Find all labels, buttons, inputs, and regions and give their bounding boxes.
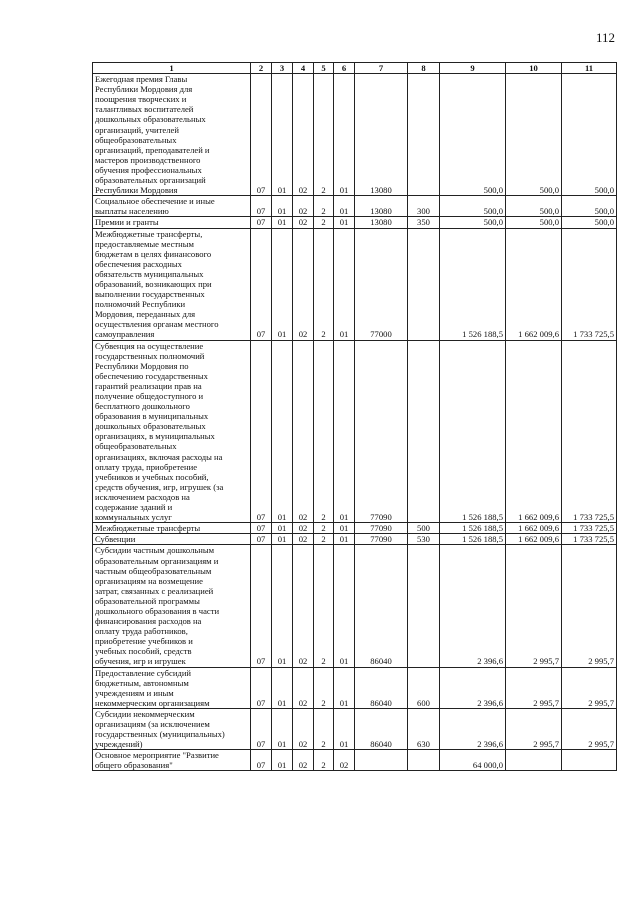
cell-amount-year-1: 1 526 188,5	[440, 534, 506, 545]
description-line: дошкольных образовательных	[95, 421, 206, 432]
cell-section: 07	[251, 750, 272, 771]
description-line: гарантий реализации прав на	[95, 380, 202, 391]
description-line: Республики Мордовия	[95, 185, 178, 196]
table-row	[93, 534, 617, 545]
cell-program: 02	[293, 545, 314, 667]
cell-expense-direction: 13080	[355, 217, 408, 228]
cell-amount-year-2: 500,0	[506, 196, 562, 217]
cell-section: 07	[251, 708, 272, 749]
cell-subsection: 01	[272, 340, 293, 523]
cell-section: 07	[251, 74, 272, 196]
table-row	[93, 228, 617, 340]
cell-program: 02	[293, 228, 314, 340]
cell-main-activity: 01	[334, 545, 355, 667]
cell-amount-year-1: 1 526 188,5	[440, 340, 506, 523]
description-line: получение общедоступного и	[95, 391, 204, 401]
cell-amount-year-2	[506, 750, 562, 771]
description-line: Субсидии частным дошкольным	[95, 545, 215, 556]
cell-program: 02	[293, 534, 314, 545]
cell-main-activity: 02	[334, 750, 355, 771]
description-line: обучения, игр и игрушек	[95, 656, 186, 667]
cell-expense-type: 600	[408, 667, 440, 708]
description-line: некоммерческим организациям	[95, 697, 210, 708]
cell-subprogram: 2	[314, 340, 334, 523]
header-col-7: 7	[355, 63, 408, 74]
row-description	[93, 228, 251, 340]
description-line: Субвенции	[95, 534, 136, 545]
cell-section: 07	[251, 667, 272, 708]
description-line: Предоставление субсидий	[95, 667, 192, 678]
description-line: Субвенция на осуществление	[95, 340, 204, 351]
cell-expense-type: 530	[408, 534, 440, 545]
cell-subprogram: 2	[314, 708, 334, 749]
cell-expense-direction: 77090	[355, 523, 408, 534]
description-line: организациям (за исключением	[95, 719, 210, 729]
cell-amount-year-2: 2 995,7	[506, 667, 562, 708]
cell-expense-direction: 86040	[355, 667, 408, 708]
cell-subsection: 01	[272, 708, 293, 749]
description-line: образовательных организаций	[95, 175, 206, 186]
cell-main-activity: 01	[334, 708, 355, 749]
description-line: Республики Мордовия по	[95, 360, 189, 371]
cell-expense-direction: 86040	[355, 545, 408, 667]
description-line: бюджетам в целях финансового	[95, 248, 212, 259]
cell-amount-year-2: 500,0	[506, 217, 562, 228]
table-row	[93, 340, 617, 523]
cell-expense-type: 630	[408, 708, 440, 749]
cell-expense-direction: 86040	[355, 708, 408, 749]
cell-expense-direction: 77090	[355, 340, 408, 523]
description-line: обучения профессиональных	[95, 164, 202, 175]
description-line: дошкольных образовательных	[95, 114, 206, 125]
cell-amount-year-3: 2 995,7	[562, 708, 617, 749]
cell-expense-type: 350	[408, 217, 440, 228]
cell-amount-year-3: 500,0	[562, 217, 617, 228]
cell-program: 02	[293, 708, 314, 749]
cell-expense-type: 300	[408, 196, 440, 217]
cell-amount-year-1: 500,0	[440, 74, 506, 196]
cell-section: 07	[251, 523, 272, 534]
description-line: самоуправления	[95, 329, 155, 340]
cell-section: 07	[251, 228, 272, 340]
table-row	[93, 74, 617, 196]
cell-program: 02	[293, 217, 314, 228]
cell-main-activity: 01	[334, 340, 355, 523]
cell-subsection: 01	[272, 523, 293, 534]
description-line: Межбюджетные трансферты,	[95, 228, 203, 239]
description-line: учреждений)	[95, 739, 143, 750]
table-row	[93, 523, 617, 534]
cell-amount-year-3: 500,0	[562, 74, 617, 196]
cell-amount-year-3: 1 733 725,5	[562, 534, 617, 545]
cell-expense-direction: 13080	[355, 74, 408, 196]
cell-subsection: 01	[272, 667, 293, 708]
row-description	[93, 217, 251, 228]
cell-main-activity: 01	[334, 667, 355, 708]
description-line: затрат, связанных с реализацией	[95, 585, 214, 596]
description-line: талантливых воспитателей	[95, 104, 194, 115]
cell-expense-type	[408, 545, 440, 667]
cell-expense-type: 500	[408, 523, 440, 534]
table-row	[93, 708, 617, 749]
cell-amount-year-1: 2 396,6	[440, 708, 506, 749]
cell-subsection: 01	[272, 196, 293, 217]
cell-subsection: 01	[272, 74, 293, 196]
header-col-1: 1	[93, 63, 251, 74]
description-line: обеспечения расходных	[95, 258, 182, 269]
cell-expense-type	[408, 228, 440, 340]
cell-section: 07	[251, 534, 272, 545]
header-col-9: 9	[440, 63, 506, 74]
description-line: государственных (муниципальных)	[95, 729, 225, 740]
cell-program: 02	[293, 523, 314, 534]
header-col-4: 4	[293, 63, 314, 74]
description-line: Мордовия, переданных для	[95, 309, 196, 320]
cell-subprogram: 2	[314, 750, 334, 771]
description-line: бюджетным, автономным	[95, 677, 189, 688]
description-line: финансирования расходов на	[95, 616, 202, 627]
cell-amount-year-1: 2 396,6	[440, 667, 506, 708]
cell-expense-direction: 77090	[355, 534, 408, 545]
header-col-10: 10	[506, 63, 562, 74]
cell-subsection: 01	[272, 228, 293, 340]
description-line: общеобразовательных	[95, 134, 177, 145]
description-line: коммунальных услуг	[95, 512, 172, 523]
cell-subsection: 01	[272, 750, 293, 771]
table-row	[93, 667, 617, 708]
row-description	[93, 667, 251, 708]
cell-program: 02	[293, 667, 314, 708]
cell-subsection: 01	[272, 545, 293, 667]
description-line: образовательным организациям и	[95, 555, 219, 566]
cell-amount-year-3: 1 733 725,5	[562, 228, 617, 340]
description-line: Республики Мордовия для	[95, 84, 193, 95]
description-line: осуществления органам местного	[95, 319, 219, 330]
cell-expense-type	[408, 74, 440, 196]
cell-subprogram: 2	[314, 545, 334, 667]
description-line: поощрения творческих и	[95, 94, 187, 105]
description-line: мастеров производственного	[95, 154, 201, 165]
header-col-2: 2	[251, 63, 272, 74]
cell-subprogram: 2	[314, 74, 334, 196]
description-line: государственных полномочий	[95, 350, 205, 361]
description-line: Межбюджетные трансферты	[95, 523, 201, 534]
description-line: выплаты населению	[95, 206, 169, 217]
description-line: общеобразовательных	[95, 441, 177, 452]
description-line: образования в муниципальных	[95, 411, 209, 422]
description-line: организациях, в муниципальных	[95, 431, 215, 442]
description-line: Основное мероприятие "Развитие	[95, 750, 219, 761]
cell-amount-year-1: 2 396,6	[440, 545, 506, 667]
description-line: организациям на возмещение	[95, 575, 203, 586]
cell-amount-year-2: 1 662 009,6	[506, 534, 562, 545]
cell-subprogram: 2	[314, 667, 334, 708]
cell-amount-year-2: 500,0	[506, 74, 562, 196]
cell-subprogram: 2	[314, 228, 334, 340]
cell-amount-year-1: 1 526 188,5	[440, 523, 506, 534]
cell-section: 07	[251, 217, 272, 228]
cell-amount-year-2: 1 662 009,6	[506, 228, 562, 340]
description-line: исключением расходов на	[95, 491, 190, 502]
cell-amount-year-3	[562, 750, 617, 771]
description-line: Субсидии некоммерческим	[95, 708, 195, 719]
cell-expense-direction	[355, 750, 408, 771]
row-description	[93, 74, 251, 196]
description-line: организаций, преподавателей и	[95, 144, 210, 155]
cell-amount-year-2: 1 662 009,6	[506, 523, 562, 534]
description-line: содержание зданий и	[95, 502, 173, 513]
header-row	[93, 63, 617, 74]
cell-main-activity: 01	[334, 217, 355, 228]
description-line: организациях, включая расходы на	[95, 451, 223, 462]
row-description	[93, 340, 251, 523]
cell-amount-year-3: 500,0	[562, 196, 617, 217]
table-row	[93, 196, 617, 217]
description-line: средств обучения, игр, игрушек (за	[95, 481, 224, 492]
cell-amount-year-2: 1 662 009,6	[506, 340, 562, 523]
description-line: учебников и учебных пособий,	[95, 471, 209, 482]
description-line: обеспечению государственных	[95, 370, 208, 381]
description-line: образовательной программы	[95, 595, 200, 606]
cell-program: 02	[293, 74, 314, 196]
cell-main-activity: 01	[334, 534, 355, 545]
cell-amount-year-1: 64 000,0	[440, 750, 506, 771]
description-line: бесплатного дошкольного	[95, 401, 190, 412]
description-line: обязательств муниципальных	[95, 268, 204, 279]
cell-amount-year-2: 2 995,7	[506, 708, 562, 749]
table-row	[93, 750, 617, 771]
cell-amount-year-1: 1 526 188,5	[440, 228, 506, 340]
cell-subprogram: 2	[314, 523, 334, 534]
description-line: учреждениям и иным	[95, 687, 174, 698]
row-description	[93, 196, 251, 217]
cell-section: 07	[251, 340, 272, 523]
description-line: Ежегодная премия Главы	[95, 74, 188, 85]
description-line: дошкольного образования в части	[95, 605, 220, 616]
description-line: частным общеобразовательным	[95, 565, 212, 576]
cell-amount-year-1: 500,0	[440, 217, 506, 228]
row-description	[93, 545, 251, 667]
cell-amount-year-3: 2 995,7	[562, 667, 617, 708]
cell-section: 07	[251, 196, 272, 217]
cell-main-activity: 01	[334, 228, 355, 340]
description-line: Премии и гранты	[95, 217, 159, 228]
description-line: приобретение учебников и	[95, 636, 193, 647]
cell-amount-year-1: 500,0	[440, 196, 506, 217]
table-row	[93, 217, 617, 228]
cell-expense-type	[408, 340, 440, 523]
header-col-3: 3	[272, 63, 293, 74]
description-line: оплату труда работников,	[95, 626, 188, 637]
table-body	[93, 74, 617, 771]
cell-subprogram: 2	[314, 196, 334, 217]
description-line: организаций, учителей	[95, 124, 179, 135]
cell-amount-year-2: 2 995,7	[506, 545, 562, 667]
cell-expense-direction: 77000	[355, 228, 408, 340]
cell-section: 07	[251, 545, 272, 667]
description-line: полномочий Республики	[95, 299, 186, 310]
description-line: предоставляемые местным	[95, 238, 194, 249]
header-col-6: 6	[334, 63, 355, 74]
cell-main-activity: 01	[334, 523, 355, 534]
cell-subsection: 01	[272, 534, 293, 545]
cell-expense-type	[408, 750, 440, 771]
description-line: образований, возникающих при	[95, 278, 212, 289]
cell-program: 02	[293, 340, 314, 523]
description-line: выполнении государственных	[95, 289, 205, 300]
row-description	[93, 534, 251, 545]
description-line: Социальное обеспечение и иные	[95, 196, 215, 207]
cell-expense-direction: 13080	[355, 196, 408, 217]
header-col-5: 5	[314, 63, 334, 74]
cell-amount-year-3: 1 733 725,5	[562, 340, 617, 523]
cell-main-activity: 01	[334, 196, 355, 217]
header-col-11: 11	[562, 63, 617, 74]
cell-program: 02	[293, 196, 314, 217]
header-col-8: 8	[408, 63, 440, 74]
cell-main-activity: 01	[334, 74, 355, 196]
cell-amount-year-3: 2 995,7	[562, 545, 617, 667]
row-description	[93, 708, 251, 749]
cell-program: 02	[293, 750, 314, 771]
cell-subprogram: 2	[314, 534, 334, 545]
budget-table	[92, 62, 617, 771]
row-description	[93, 750, 251, 771]
table-row	[93, 545, 617, 667]
page-number: 112	[595, 30, 615, 45]
description-line: оплату труда, приобретение	[95, 461, 198, 472]
cell-subsection: 01	[272, 217, 293, 228]
cell-amount-year-3: 1 733 725,5	[562, 523, 617, 534]
cell-subprogram: 2	[314, 217, 334, 228]
description-line: учебных пособий, средств	[95, 646, 192, 657]
description-line: общего образования"	[95, 760, 173, 771]
row-description	[93, 523, 251, 534]
